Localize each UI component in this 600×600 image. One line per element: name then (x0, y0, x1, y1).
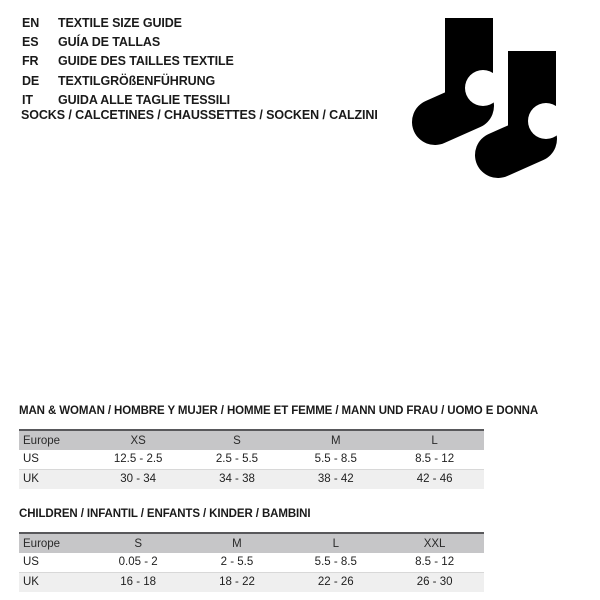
table-header-row (19, 430, 484, 450)
column-header: S (233, 434, 241, 447)
language-row-de (22, 71, 234, 90)
size-value: 2 - 5.5 (220, 556, 254, 569)
size-value: 0.05 - 2 (118, 556, 158, 569)
sock-back-shape (435, 18, 501, 122)
size-value: 34 - 38 (219, 473, 255, 486)
size-value: 16 - 18 (120, 576, 157, 589)
table-row-uk (19, 469, 484, 489)
column-header: Europe (23, 434, 61, 447)
row-label: UK (23, 473, 39, 486)
language-label: GUÍA DE TALLAS (58, 35, 161, 50)
size-value: 8.5 - 12 (415, 556, 455, 569)
size-value: 12.5 - 2.5 (113, 453, 163, 466)
category-title: SOCKS / CALCETINES / CHAUSSETTES / SOCKEN / CALZINI (21, 108, 378, 122)
language-row-fr (22, 52, 234, 71)
row-label: UK (23, 576, 39, 589)
language-label: TEXTILGRÖßENFÜHRUNG (58, 73, 216, 88)
language-code: ES (22, 35, 39, 50)
children-size-table (19, 507, 484, 592)
size-value: 26 - 30 (416, 576, 453, 589)
language-list (22, 13, 234, 110)
size-value: 38 - 42 (317, 473, 354, 486)
table-row-us (19, 553, 484, 572)
column-header: XXL (423, 537, 446, 550)
column-header: M (330, 434, 341, 447)
size-value: 2.5 - 5.5 (215, 453, 259, 466)
table-row-us (19, 450, 484, 469)
column-header: M (232, 537, 242, 550)
column-header: Europe (23, 537, 61, 550)
size-value: 5.5 - 8.5 (314, 556, 357, 569)
size-value: 5.5 - 8.5 (314, 453, 357, 466)
size-value: 42 - 46 (416, 473, 453, 486)
column-header: L (431, 434, 438, 447)
size-value: 8.5 - 12 (415, 453, 455, 466)
row-label: US (23, 556, 39, 569)
size-value: 30 - 34 (120, 473, 157, 486)
column-header: L (332, 537, 339, 550)
table-row-uk (19, 572, 484, 592)
language-code: DE (22, 73, 40, 88)
language-code: IT (22, 93, 33, 108)
socks-icon (404, 10, 579, 192)
column-header: S (134, 537, 142, 550)
language-row-en (22, 13, 234, 32)
size-value: 18 - 22 (219, 576, 255, 589)
row-label: US (23, 453, 39, 466)
table-header-row (19, 533, 484, 553)
language-code: EN (22, 15, 40, 30)
sock-front-shape (498, 46, 564, 155)
size-value: 22 - 26 (317, 576, 354, 589)
language-row-es (22, 32, 234, 51)
language-code: FR (22, 54, 39, 69)
size-table-grid (19, 429, 484, 489)
table-title: CHILDREN / INFANTIL / ENFANTS / KINDER / BAMBINI (19, 508, 311, 520)
language-label: TEXTILE SIZE GUIDE (58, 15, 182, 30)
language-label: GUIDA ALLE TAGLIE TESSILI (58, 93, 231, 108)
column-header: XS (130, 434, 146, 447)
size-table-grid (19, 532, 484, 592)
table-title: MAN & WOMAN / HOMBRE Y MUJER / HOMME ET FEMME / MANN UND FRAU / UOMO E DONNA (19, 405, 539, 417)
language-label: GUIDE DES TAILLES TEXTILE (58, 54, 234, 69)
man-woman-size-table (19, 404, 539, 489)
